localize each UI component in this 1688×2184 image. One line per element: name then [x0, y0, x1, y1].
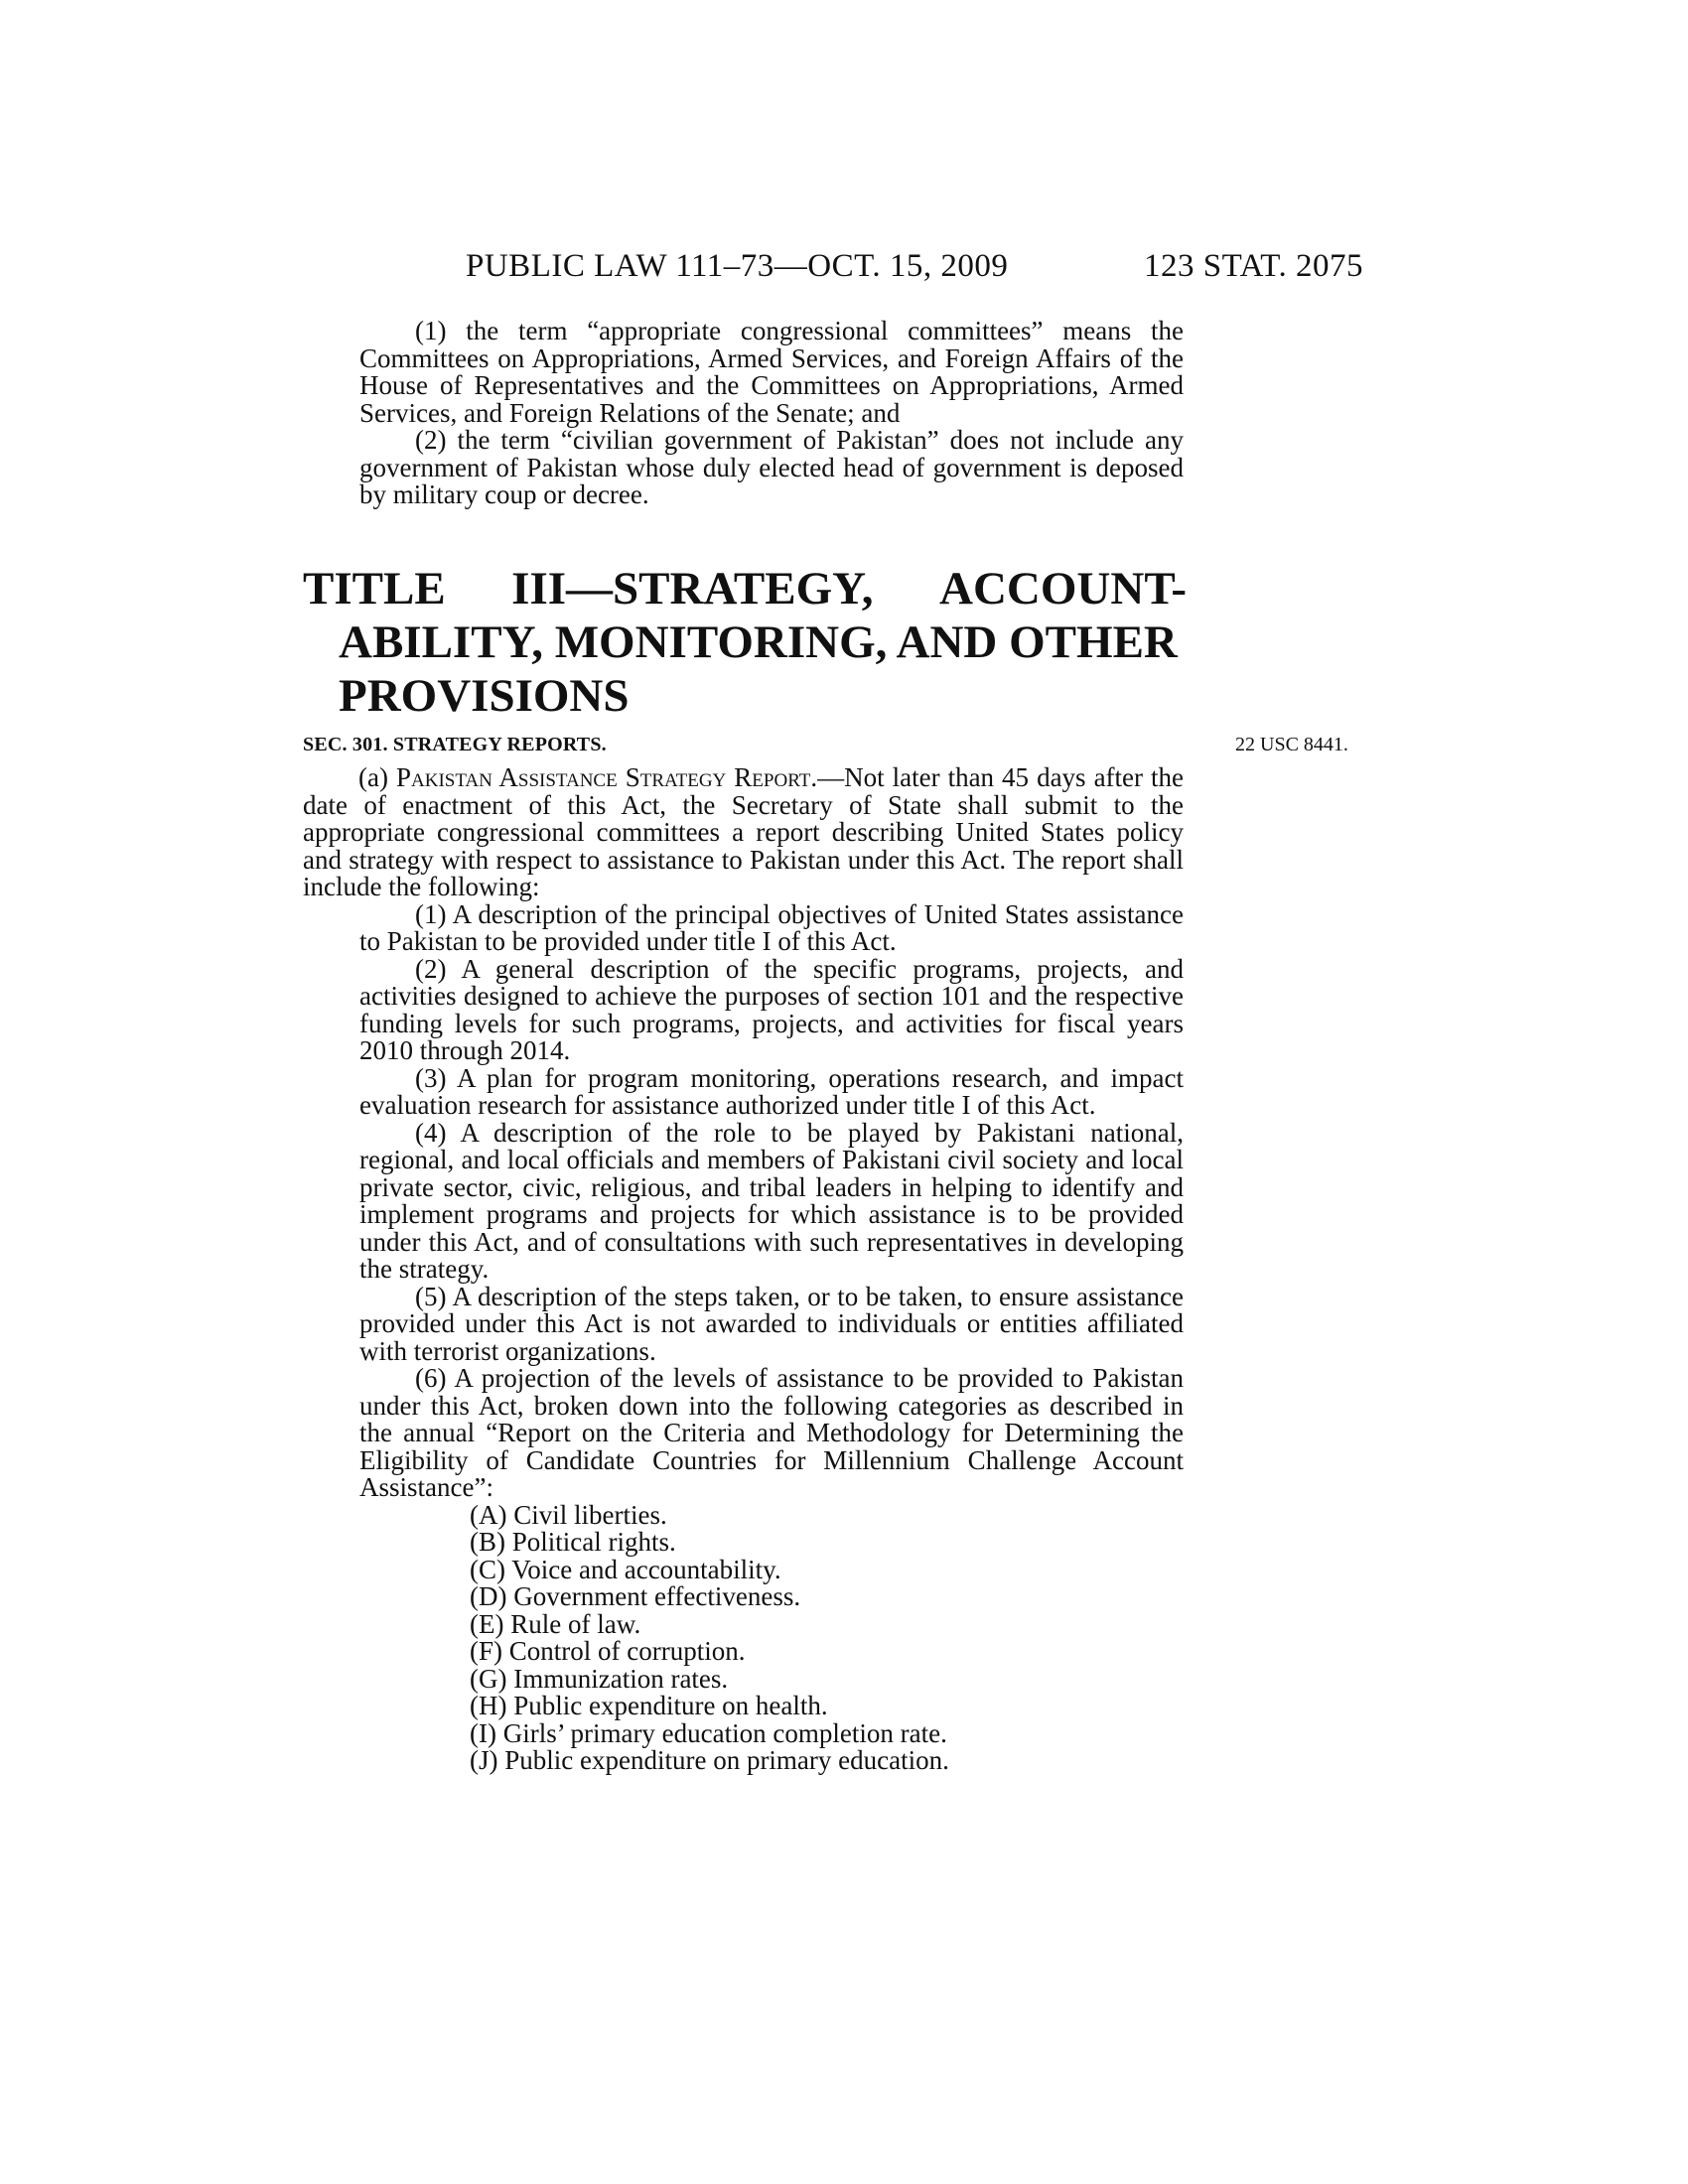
running-header-law-date: PUBLIC LAW 111–73—OCT. 15, 2009: [466, 248, 1009, 284]
definition-1: (1) the term “appropriate congressional committees” means the Committees on Appropriations, Armed Services, and Foreign Affairs of the House of Representatives and the Committees on Appropriations, Armed Services, and Foreign Relations of the Senate; and: [359, 316, 1184, 428]
title-line-2: ABILITY, MONITORING, AND OTHER: [339, 616, 1178, 668]
title-word-3: ACCOUNT-: [939, 563, 1187, 614]
report-item-6: (6) A projection of the levels of assistance to be provided to Pakistan under this Act, broken down into the following categories as described in the annual “Report on the Criteria and Methodology for Determining the Eligibility of Candidate Countries for Millennium Challenge Account Assistance”:: [359, 1363, 1184, 1502]
subsection-intro: —Not later than 45 days after the date of enactment of this Act, the Secretary of State shall submit to the appropriate congressional committees a report describing United States policy and strategy with respect to assistance to Pakistan under this Act. The report shall include the following:: [303, 762, 1185, 901]
report-item-3: (3) A plan for program monitoring, operations research, and impact evaluation research for assistance authorized under title I of this Act.: [359, 1062, 1184, 1120]
report-item-1: (1) A description of the principal objectives of United States assistance to Pakistan to be provided under title I of this Act.: [359, 898, 1184, 956]
category-item: (E) Rule of law.: [470, 1608, 641, 1639]
title-heading: [303, 562, 1187, 723]
category-item: (I) Girls’ primary education completion rate.: [470, 1717, 947, 1748]
report-item-4: (4) A description of the role to be played by Pakistani national, regional, and local officials and members of Pakistani civil society and local private sector, civic, religious, and tribal leaders in helping to identify and implement programs and projects for which assistance is to be provided under this Act, and of consultations with such representatives in developing the strategy.: [359, 1117, 1184, 1284]
report-item-5: (5) A description of the steps taken, or to be taken, to ensure assistance provided under this Act is not awarded to individuals or entities affiliated with terrorist organizations.: [359, 1281, 1184, 1366]
report-item-2: (2) A general description of the specific programs, projects, and activities designed to achieve the purposes of section 101 and the respective funding levels for such programs, projects, and activities for fiscal years 2010 through 2014.: [359, 953, 1184, 1065]
title-word-2: III—STRATEGY,: [511, 563, 874, 614]
running-header-stat-cite: 123 STAT. 2075: [1144, 248, 1364, 284]
subsection-label: (a): [358, 762, 388, 792]
category-item: (C) Voice and accountability.: [470, 1554, 781, 1584]
title-line-3: PROVISIONS: [339, 670, 630, 722]
category-item: (A) Civil liberties.: [470, 1499, 667, 1530]
category-item: (B) Political rights.: [470, 1527, 676, 1557]
category-item: (H) Public expenditure on health.: [470, 1691, 828, 1720]
section-body: [303, 764, 1184, 1775]
subsection-heading: Pakistan Assistance Strategy Report.: [395, 762, 818, 792]
category-item: (F) Control of corruption.: [470, 1636, 746, 1666]
category-item: (D) Government effectiveness.: [470, 1581, 801, 1611]
definitions-block: [303, 318, 1184, 509]
title-word-1: TITLE: [303, 563, 446, 614]
subsection-a: [303, 764, 1184, 901]
definition-2: (2) the term “civilian government of Pakistan” does not include any government of Pakistan whose duly elected head of government is deposed by military coup or decree.: [359, 425, 1184, 509]
margin-note-usc: 22 USC 8441.: [1235, 734, 1348, 755]
category-item: (J) Public expenditure on primary education.: [470, 1745, 949, 1775]
category-item: (G) Immunization rates.: [470, 1663, 729, 1694]
section-heading: SEC. 301. STRATEGY REPORTS.: [303, 734, 607, 755]
